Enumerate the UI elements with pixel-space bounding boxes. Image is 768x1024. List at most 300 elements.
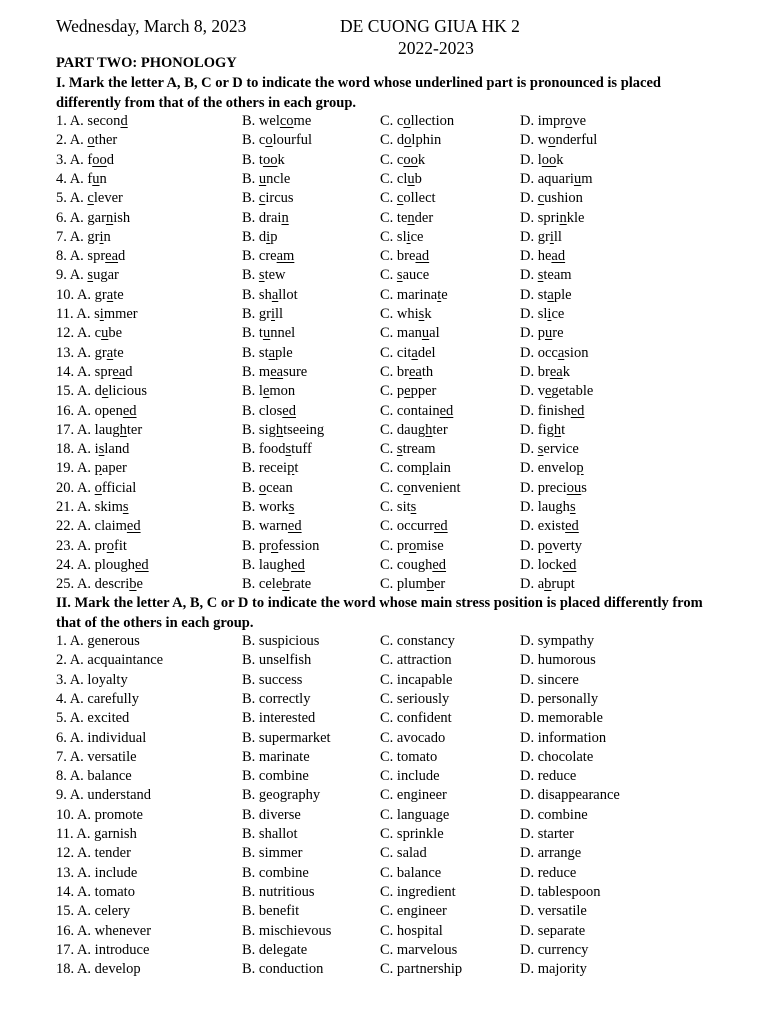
section2-question-row [0,690,768,709]
section2-option-a: 12. A. tender [56,845,131,862]
underlined-letters: o [94,479,102,496]
underlined-letters: e [262,383,270,400]
section1-option-a: 23. A. profit [56,537,127,554]
underlined-letters: i [99,306,104,322]
section1-question-row [0,498,768,517]
underlined-letters: e [544,383,552,400]
section2-option-c: C. language [380,806,450,823]
section2-option-c: C. constancy [380,633,455,649]
section2-option-b: B. marinate [242,748,310,765]
section1-option-c: C. collection [380,113,455,129]
underlined-letters: i [266,228,271,245]
section1-question-row [0,286,768,305]
section1-question-row [0,479,768,498]
section1-question-row [0,440,768,459]
underlined-letters: ed [433,518,448,535]
section1-question-row [0,421,768,440]
section1-option-b: B. grill [242,306,284,322]
section1-option-d: D. improve [520,113,587,129]
underlined-letters: o [409,537,417,554]
section1-option-c: C. convenient [380,479,461,496]
section2-question-row [0,844,768,863]
section1-option-a: 11. A. simmer [56,306,138,322]
underlined-letters: e [101,383,109,400]
section2-option-a: 1. A. generous [56,633,140,649]
section1-option-d: D. vegetable [520,383,594,400]
section2-option-d: D. reduce [520,864,577,881]
section2-option-d: D. reduce [520,768,577,785]
underlined-letters: i [99,228,104,245]
underlined-letters: ea [105,248,119,265]
underlined-letters: p [287,460,295,477]
section1-option-b: B. tunnel [242,325,296,342]
underlined-letters: s [288,499,295,515]
section2-option-d: D. arrange [520,845,582,862]
section1-option-d: D. occasion [520,344,589,361]
section1-option-d: D. abrupt [520,576,575,593]
section2-option-c: C. sprinkle [380,826,444,842]
section2-question-row [0,864,768,883]
section2-option-c: C. incapable [380,671,453,688]
section2-option-d: D. combine [520,806,588,823]
section2-option-c: C. seriously [380,690,450,707]
section1-option-d: D. laughs [520,499,576,515]
underlined-letters: p [576,460,584,477]
underlined-letters: o [548,132,556,149]
section1-option-c: C. club [380,170,422,187]
section2-option-c: C. attraction [380,652,452,669]
underlined-letters: ed [122,402,137,419]
underlined-letters: oo [403,151,418,168]
section2-option-c: C. avocado [380,729,446,746]
underlined-letters: u [262,325,271,342]
section2-option-a: 2. A. acquaintance [56,652,164,669]
underlined-letters: a [268,344,276,361]
section1-option-a: 21. A. skims [56,499,129,515]
section1-option-a: 14. A. spread [56,363,133,380]
section2-option-a: 7. A. versatile [56,748,137,765]
section1-option-d: D. existed [520,518,579,535]
section2-option-d: D. chocolate [520,748,594,765]
section2-option-a: 3. A. loyalty [56,671,128,688]
section2-question-row [0,960,768,979]
section1-option-d: D. wonderful [520,132,598,149]
part-title: PART TWO: PHONOLOGY [56,55,237,71]
section1-option-c: C. dolphin [380,132,442,149]
section1-option-b: B. cream [242,248,295,265]
underlined-letters: ed [291,556,305,573]
section1-option-b: B. uncle [242,170,291,187]
underlined-letters: i [549,228,554,245]
section2-option-c: C. ingredient [380,883,456,900]
section1-option-b: B. colourful [242,132,313,149]
section1-option-a: 10. A. grate [56,286,124,303]
section2-option-d: D. tablespoon [520,883,601,900]
section2-option-b: B. supermarket [242,729,331,746]
section2-option-b: B. mischievous [242,922,332,939]
header-date: Wednesday, March 8, 2023 [56,16,247,36]
section2-option-c: C. partnership [380,961,463,978]
section1-option-a: 4. A. fun [56,170,107,187]
section1-option-a: 16. A. opened [56,402,137,419]
underlined-letters: o [87,132,95,149]
underlined-letters: b [426,576,434,593]
section1-option-c: C. sits [380,499,417,515]
underlined-letters: ad [551,248,566,265]
underlined-letters: ea [549,363,563,380]
section1-option-a: 5. A. clever [56,190,123,207]
underlined-letters: o [271,537,279,554]
underlined-letters: c [258,190,266,207]
section2-option-a: 16. A. whenever [56,922,152,939]
section1-option-b: B. stew [242,267,286,284]
section1-option-a: 6. A. garnish [56,209,131,226]
section1-question-row [0,228,768,247]
underlined-letters: a [106,344,114,361]
underlined-letters: i [547,306,552,322]
section1-option-c: C. sauce [380,267,430,284]
section2-option-c: C. salad [380,845,427,862]
section1-option-a: 12. A. cube [56,325,123,342]
underlined-letters: a [547,286,554,303]
section2-option-d: D. sincere [520,671,579,688]
section1-question-row [0,189,768,208]
section1-question-row [0,131,768,150]
underlined-letters: u [421,325,430,342]
underlined-letters: am [276,248,295,265]
section2-option-a: 9. A. understand [56,787,152,804]
section1-option-c: C. plumber [380,576,446,593]
section1-option-b: B. shallot [242,286,298,303]
underlined-letters: ed [570,402,585,419]
underlined-letters: o [258,479,267,496]
section1-option-d: D. grill [520,228,562,245]
section1-option-b: B. ocean [242,479,293,496]
section2-option-a: 13. A. include [56,864,138,881]
section1-question-row [0,112,768,131]
section2-question-row [0,767,768,786]
section1-option-b: B. celebrate [242,576,312,593]
underlined-letters: s [285,441,292,458]
section2-option-b: B. correctly [242,690,311,707]
underlined-letters: o [565,113,573,129]
underlined-letters: n [105,209,114,226]
section1-option-d: D. staple [520,286,572,303]
underlined-letters: p [94,460,102,477]
section2-option-a: 10. A. promote [56,806,143,823]
underlined-letters: s [258,267,265,284]
section2-option-b: B. interested [242,710,316,727]
section1-option-b: B. staple [242,344,293,361]
section1-question-row [0,459,768,478]
section2-option-a: 8. A. balance [56,768,132,785]
section2-option-d: D. starter [520,826,574,842]
underlined-letters: ad [415,248,430,265]
section2-option-c: C. include [380,768,440,785]
underlined-letters: ed [565,518,579,535]
section1-option-a: 18. A. island [56,441,130,458]
underlined-letters: s [537,267,544,284]
section1-option-d: D. fight [520,421,566,438]
section2-option-d: D. personally [520,690,599,707]
section1-option-c: C. citadel [380,344,436,361]
section1-option-a: 1. A. second [56,113,128,129]
section2-option-b: B. combine [242,768,309,785]
section1-option-c: C. marinate [380,286,448,303]
underlined-letters: u [92,170,100,187]
underlined-letters: ed [562,556,577,573]
section1-option-d: D. precious [520,479,587,496]
section1-option-b: B. foodstuff [242,441,312,458]
section2-question-row [0,941,768,960]
underlined-letters: s [87,267,94,284]
section1-option-b: B. profession [242,537,320,554]
section1-option-b: B. welcome [242,113,312,129]
underlined-letters: s [396,441,403,458]
section1-question-row [0,537,768,556]
section1-question-row [0,382,768,401]
section2-option-b: B. shallot [242,826,298,842]
underlined-letters: a [411,344,418,361]
underlined-letters: ed [134,556,149,573]
section1-question-row [0,266,768,285]
section1-option-a: 22. A. claimed [56,518,141,535]
underlined-letters: gh [268,421,284,438]
section1-option-d: D. envelop [520,460,584,477]
section2-question-row [0,632,768,651]
underlined-letters: t [437,286,442,303]
section1-option-a: 24. A. ploughed [56,556,149,573]
section2-question-row [0,729,768,748]
section1-option-b: B. took [242,151,285,168]
header-title: DE CUONG GIUA HK 2 [340,16,520,36]
section1-option-a: 15. A. delicious [56,383,148,400]
section1-option-a: 3. A. food [56,151,114,168]
underlined-letters: s [537,441,544,458]
section1-question-row [0,575,768,594]
section1-option-a: 13. A. grate [56,344,124,361]
section2-option-d: D. versatile [520,903,587,920]
section2-question-row [0,709,768,728]
section1-option-c: C. stream [380,441,436,458]
section1-option-d: D. poverty [520,537,583,554]
underlined-letters: oo [262,151,278,168]
section1-option-c: C. slice [380,228,424,245]
underlined-letters: s [122,499,129,515]
section2-option-b: B. conduction [242,961,324,978]
underlined-letters: o [106,537,114,554]
section1-option-c: C. occurred [380,518,448,535]
underlined-letters: oo [92,151,107,168]
underlined-letters: oo [541,151,557,168]
section2-option-b: B. delegate [242,941,308,958]
underlined-letters: a [271,286,279,303]
section1-option-d: D. pure [520,325,564,342]
underlined-letters: s [410,499,417,515]
section2-option-a: 17. A. introduce [56,941,150,958]
underlined-letters: s [396,267,403,284]
section1-option-b: B. closed [242,402,296,419]
section2-option-c: C. confident [380,710,452,727]
underlined-letters: a [557,344,565,361]
section1-option-c: C. coughed [380,556,447,573]
section1-question-row [0,247,768,266]
underlined-letters: c [87,190,94,207]
underlined-letters: n [281,209,289,226]
underlined-letters: ou [566,479,582,496]
section2-question-row [0,825,768,844]
section1-question-row [0,556,768,575]
section2-option-a: 11. A. garnish [56,826,137,842]
section2-option-d: D. memorable [520,710,603,727]
section1-option-c: C. collect [380,190,436,207]
underlined-letters: ed [126,518,141,535]
underlined-letters: i [271,306,276,322]
section1-option-d: D. finished [520,402,585,419]
section1-option-a: 8. A. spread [56,248,126,265]
section2-option-a: 15. A. celery [56,903,131,920]
section1-question-row [0,402,768,421]
underlined-letters: c [396,190,404,207]
underlined-letters: a [106,286,114,303]
section2-question-row [0,748,768,767]
section2-option-c: C. hospital [380,922,443,939]
underlined-letters: u [258,170,267,187]
section2-question-row [0,902,768,921]
section2-instruction: II. Mark the letter A, B, C or D to indicate the word whose main stress position is placed differently from that of the others in each group. [56,595,703,631]
section2-option-a: 14. A. tomato [56,883,135,900]
section1-option-c: C. tender [380,209,434,226]
section1-option-b: B. drain [242,209,289,226]
section1-question-row [0,324,768,343]
underlined-letters: co [279,113,294,129]
section2-option-d: D. currency [520,941,589,958]
section1-option-d: D. aquarium [520,170,593,187]
underlined-letters: d [120,113,128,129]
section2-option-b: B. geography [242,787,321,804]
section2-option-d: D. sympathy [520,633,595,649]
underlined-letters: o [403,113,411,129]
section2-option-d: D. disappearance [520,787,620,804]
underlined-letters: gh [546,421,562,438]
section2-option-b: B. simmer [242,845,303,862]
section1-option-b: B. receipt [242,460,299,477]
section2-option-c: C. engineer [380,787,447,804]
section2-question-row [0,883,768,902]
section2-option-d: D. humorous [520,652,596,669]
section1-question-row [0,344,768,363]
section2-option-c: C. tomato [380,748,438,765]
underlined-letters: o [403,479,411,496]
section1-option-a: 7. A. grin [56,228,111,245]
section1-option-b: B. warned [242,518,302,535]
section2-question-row [0,806,768,825]
underlined-letters: ed [287,518,302,535]
section1-option-d: D. steam [520,267,572,284]
section1-option-b: B. sightseeing [242,421,325,438]
section1-question-row [0,363,768,382]
underlined-letters: ed [432,556,447,573]
section1-option-a: 20. A. official [56,479,137,496]
section1-option-b: B. dip [242,228,278,245]
section2-option-a: 4. A. carefully [56,690,139,707]
underlined-letters: p [421,460,430,477]
section2-option-a: 18. A. develop [56,961,141,978]
section1-option-d: D. look [520,151,564,168]
section1-instruction: I. Mark the letter A, B, C or D to indicate the word whose underlined part is pronounced is placed differently from that of the others in each group. [56,75,661,111]
section1-option-c: C. cook [380,151,426,168]
section1-option-d: D. slice [520,306,565,322]
section1-option-d: D. break [520,363,570,380]
section2-option-b: B. diverse [242,806,301,823]
section1-option-a: 17. A. laughter [56,421,143,438]
underlined-letters: n [407,209,415,226]
underlined-letters: n [559,209,567,226]
section2-option-c: C. engineer [380,903,447,920]
section1-option-a: 19. A. paper [56,460,127,477]
underlined-letters: b [129,576,137,593]
underlined-letters: o [544,537,553,554]
section1-option-c: C. daughter [380,421,448,438]
section1-question-row [0,517,768,536]
underlined-letters: i [406,228,411,245]
underlined-letters: gh [112,421,127,438]
underlined-letters: s [569,499,576,515]
header-year: 2022-2023 [398,38,474,58]
section2-option-c: C. balance [380,864,442,881]
underlined-letters: ea [409,363,422,380]
section2-question-row [0,671,768,690]
section2-option-d: D. separate [520,922,586,939]
underlined-letters: b [544,576,552,593]
section1-option-c: C. promise [380,537,444,554]
underlined-letters: ea [112,363,126,380]
underlined-letters: o [404,132,412,149]
section1-option-b: B. works [242,499,295,515]
underlined-letters: ea [270,363,284,380]
section1-option-d: D. locked [520,556,577,573]
section1-option-a: 9. A. sugar [56,267,119,284]
section2-option-c: C. marvelous [380,941,458,958]
underlined-letters: e [404,383,411,400]
section1-option-b: B. laughed [242,556,305,573]
section1-option-c: C. bread [380,248,430,265]
section1-option-c: C. pepper [380,383,437,400]
section1-question-row [0,209,768,228]
section2-option-b: B. combine [242,864,309,881]
underlined-letters: u [544,325,553,342]
section2-question-row [0,651,768,670]
underlined-letters: gh [417,421,433,438]
section1-question-row [0,170,768,189]
section1-option-c: C. contained [380,402,454,419]
underlined-letters: b [282,576,290,593]
section1-option-d: D. cushion [520,190,583,207]
underlined-letters: ed [282,402,296,419]
section1-option-c: C. complain [380,460,451,477]
section2-option-b: B. success [242,671,303,688]
section1-option-c: C. whisk [380,306,432,322]
section2-option-b: B. nutritious [242,883,315,900]
section2-option-b: B. benefit [242,903,300,920]
underlined-letters: o [265,132,273,149]
underlined-letters: s [98,441,105,458]
section1-question-row [0,151,768,170]
section1-option-d: D. head [520,248,566,265]
section2-option-b: B. unselfish [242,652,312,669]
section2-option-a: 6. A. individual [56,729,147,746]
underlined-letters: s [418,306,425,322]
